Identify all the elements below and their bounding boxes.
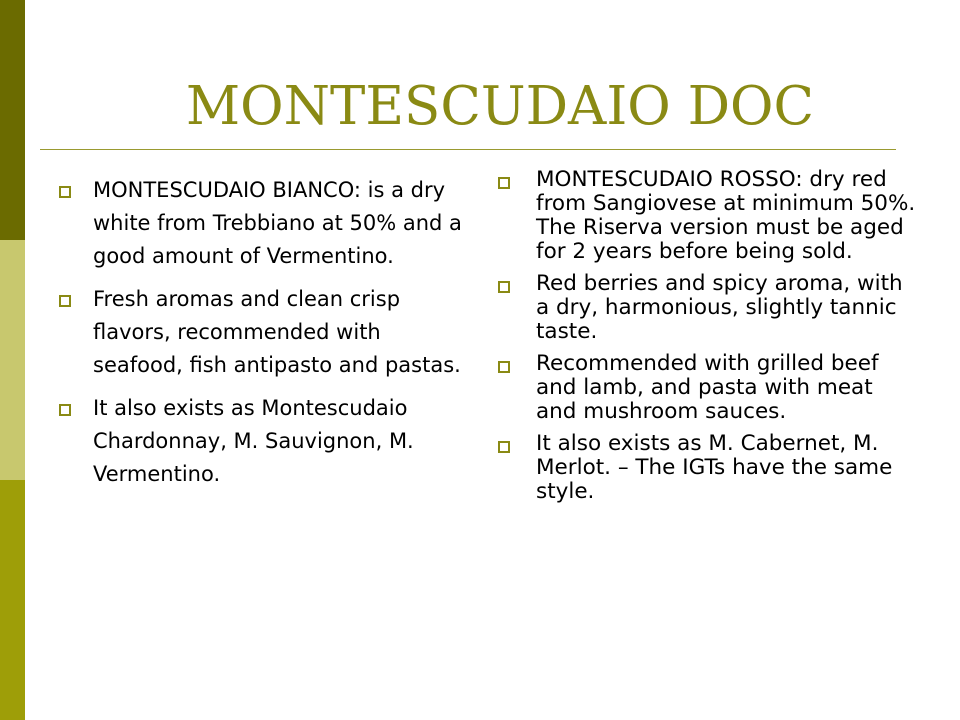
- list-item: [497, 272, 917, 344]
- square-bullet-icon: [59, 404, 71, 416]
- square-bullet-icon: [498, 441, 510, 453]
- square-bullet-icon: [498, 361, 510, 373]
- list-item-text: It also exists as M. Cabernet, M. Merlot. – The IGTs have the same style.: [536, 431, 893, 504]
- list-item: [497, 168, 917, 264]
- list-item: [497, 352, 917, 424]
- list-item-text: It also exists as Montescudaio Chardonnay, M. Sauvignon, M. Vermentino.: [93, 396, 414, 486]
- list-item-text: MONTESCUDAIO BIANCO: is a dry white from Trebbiano at 50% and a good amount of Vermentino.: [93, 178, 462, 268]
- left-column-list: [58, 174, 466, 501]
- slide-title: MONTESCUDAIO DOC: [185, 76, 815, 137]
- sidebar-band-mid: [0, 480, 25, 720]
- right-column-list: [497, 168, 917, 512]
- square-bullet-icon: [59, 295, 71, 307]
- list-item: [58, 174, 466, 273]
- square-bullet-icon: [498, 177, 510, 189]
- slide-sidebar: [0, 0, 25, 720]
- list-item-text: Fresh aromas and clean crisp flavors, recommended with seafood, fish antipasto and pastas.: [93, 287, 461, 377]
- list-item: [58, 392, 466, 491]
- list-item-text: MONTESCUDAIO ROSSO: dry red from Sangiovese at minimum 50%. The Riserva version must be aged for 2 years before being sold.: [536, 167, 916, 264]
- list-item-text: Recommended with grilled beef and lamb, and pasta with meat and mushroom sauces.: [536, 351, 879, 424]
- title-divider: [40, 149, 896, 150]
- list-item: [497, 432, 917, 504]
- list-item-text: Red berries and spicy aroma, with a dry, harmonious, slightly tannic taste.: [536, 271, 903, 344]
- square-bullet-icon: [498, 281, 510, 293]
- list-item: [58, 283, 466, 382]
- sidebar-band-dark: [0, 0, 25, 240]
- sidebar-band-light: [0, 240, 25, 480]
- square-bullet-icon: [59, 186, 71, 198]
